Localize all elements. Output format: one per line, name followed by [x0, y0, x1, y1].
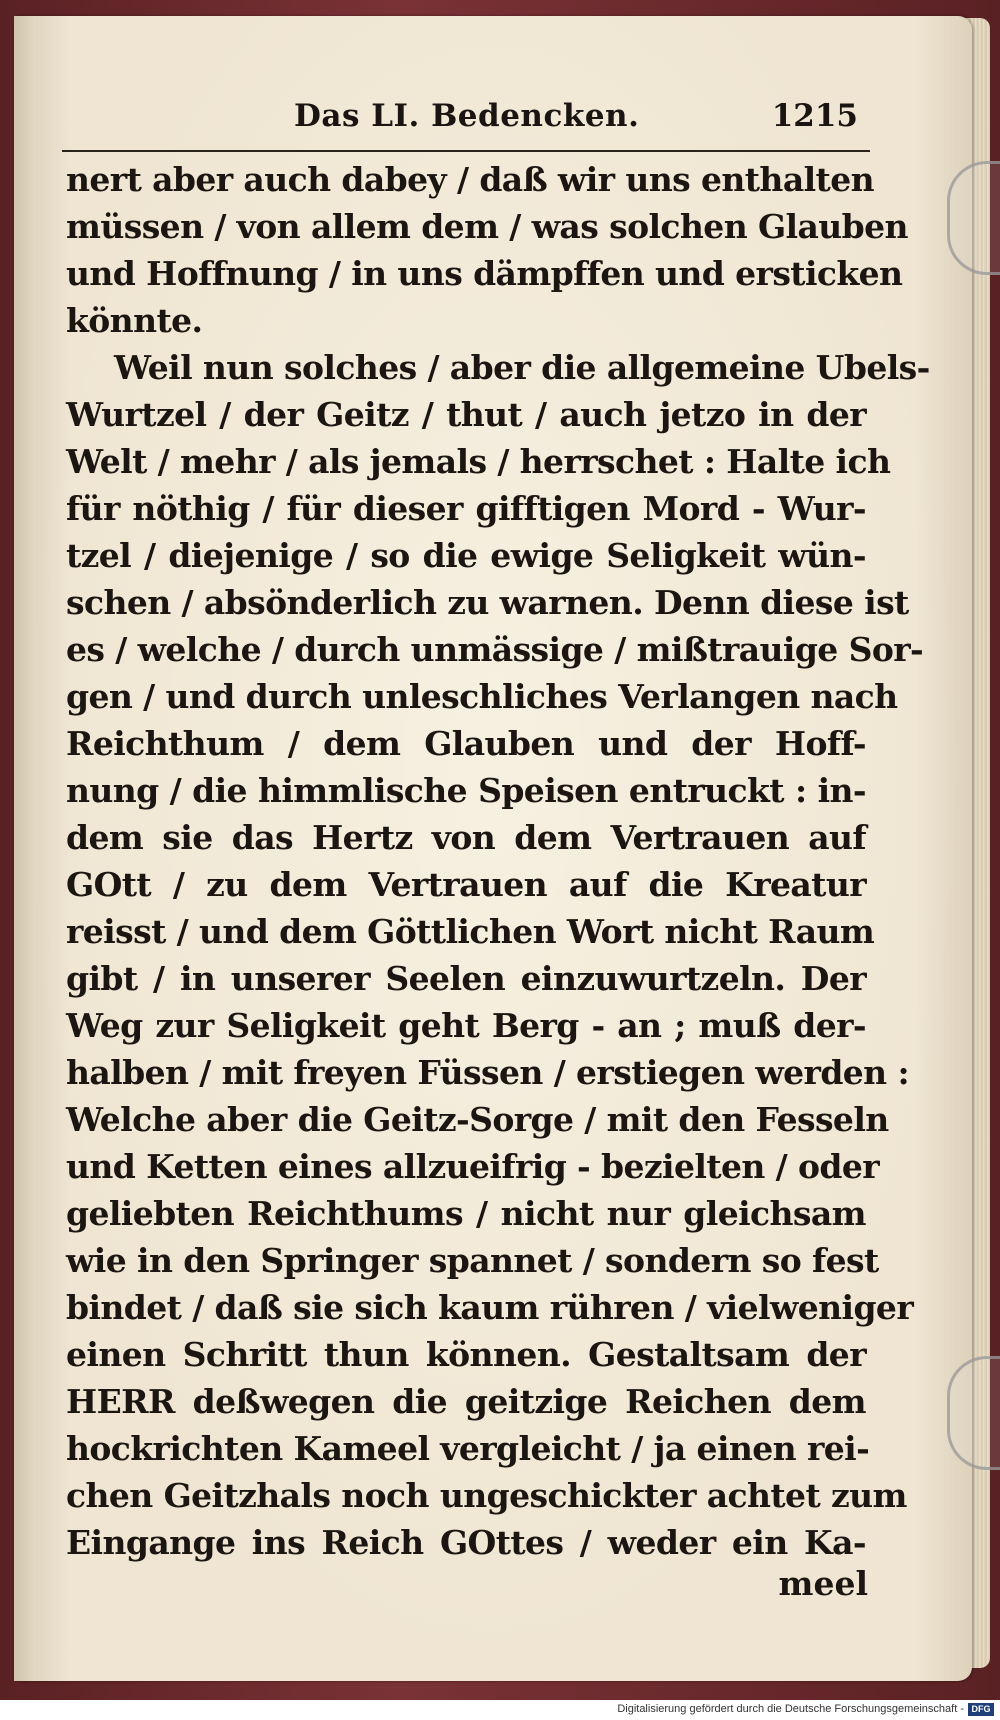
text-line: wie in den Springer spannet / sondern so fest [66, 1241, 879, 1280]
text-line: und Hoffnung / in uns dämpffen und ersticken [66, 254, 903, 293]
top-page-clip [947, 161, 1000, 275]
text-line: Reichthum / dem Glauben und der Hoff- [66, 724, 866, 763]
text-line: schen / absönderlich zu warnen. Denn diese ist [66, 583, 909, 622]
bottom-page-clip [947, 1356, 1000, 1470]
text-line: könnte. [66, 301, 203, 340]
text-line: einen Schritt thun können. Gestaltsam der [66, 1335, 866, 1374]
text-line: reisst / und dem Göttlichen Wort nicht Raum [66, 912, 875, 951]
page-header [276, 98, 876, 144]
running-head: Das LI. Bedencken. [294, 98, 640, 134]
text-line: hockrichten Kameel vergleicht / ja einen rei- [66, 1429, 870, 1468]
text-line: tzel / diejenige / so die ewige Seligkeit wün- [66, 536, 866, 575]
text-line: HERR deßwegen die geitzige Reichen dem [66, 1382, 866, 1421]
body-text [66, 156, 930, 1566]
text-line: Welche aber die Geitz-Sorge / mit den Fesseln [66, 1100, 889, 1139]
text-line: Wurtzel / der Geitz / thut / auch jetzo in der [66, 395, 866, 434]
text-line: Eingange ins Reich GOttes / weder ein Ka- [66, 1523, 866, 1562]
text-line: gibt / in unserer Seelen einzuwurtzeln. Der [66, 959, 866, 998]
digitization-credit: Digitalisierung gefördert durch die Deutsche Forschungsgemeinschaft - [617, 1703, 964, 1715]
text-line: und Ketten eines allzueifrig - bezielten / oder [66, 1147, 880, 1186]
text-line: nert aber auch dabey / daß wir uns enthalten [66, 160, 874, 199]
text-line: Weg zur Seligkeit geht Berg - an ; muß der- [66, 1006, 866, 1045]
book-page [14, 16, 972, 1681]
text-line: GOtt / zu dem Vertrauen auf die Kreatur [66, 865, 866, 904]
header-rule [62, 150, 870, 152]
text-line: bindet / daß sie sich kaum rühren / vielweniger [66, 1288, 914, 1327]
text-line: es / welche / durch unmässige / mißtrauige Sor- [66, 630, 924, 669]
catchword: meel [778, 1564, 868, 1603]
dfg-logo: DFG [968, 1703, 994, 1716]
text-line: Weil nun solches / aber die allgemeine Ubels- [114, 348, 930, 387]
text-line: Welt / mehr / als jemals / herrschet : Halte ich [66, 442, 891, 481]
text-line: gen / und durch unleschliches Verlangen nach [66, 677, 898, 716]
text-line: dem sie das Hertz von dem Vertrauen auf [66, 818, 866, 857]
page-gutter [14, 16, 36, 1681]
text-line: müssen / von allem dem / was solchen Glauben [66, 207, 908, 246]
text-line: für nöthig / für dieser gifftigen Mord - Wur- [66, 489, 866, 528]
page-number: 1215 [771, 98, 858, 134]
text-line: nung / die himmlische Speisen entruckt : in- [66, 771, 866, 810]
text-line: chen Geitzhals noch ungeschickter achtet zum [66, 1476, 907, 1515]
text-line: halben / mit freyen Füssen / erstiegen werden : [66, 1053, 910, 1092]
text-line: geliebten Reichthums / nicht nur gleichsam [66, 1194, 866, 1233]
